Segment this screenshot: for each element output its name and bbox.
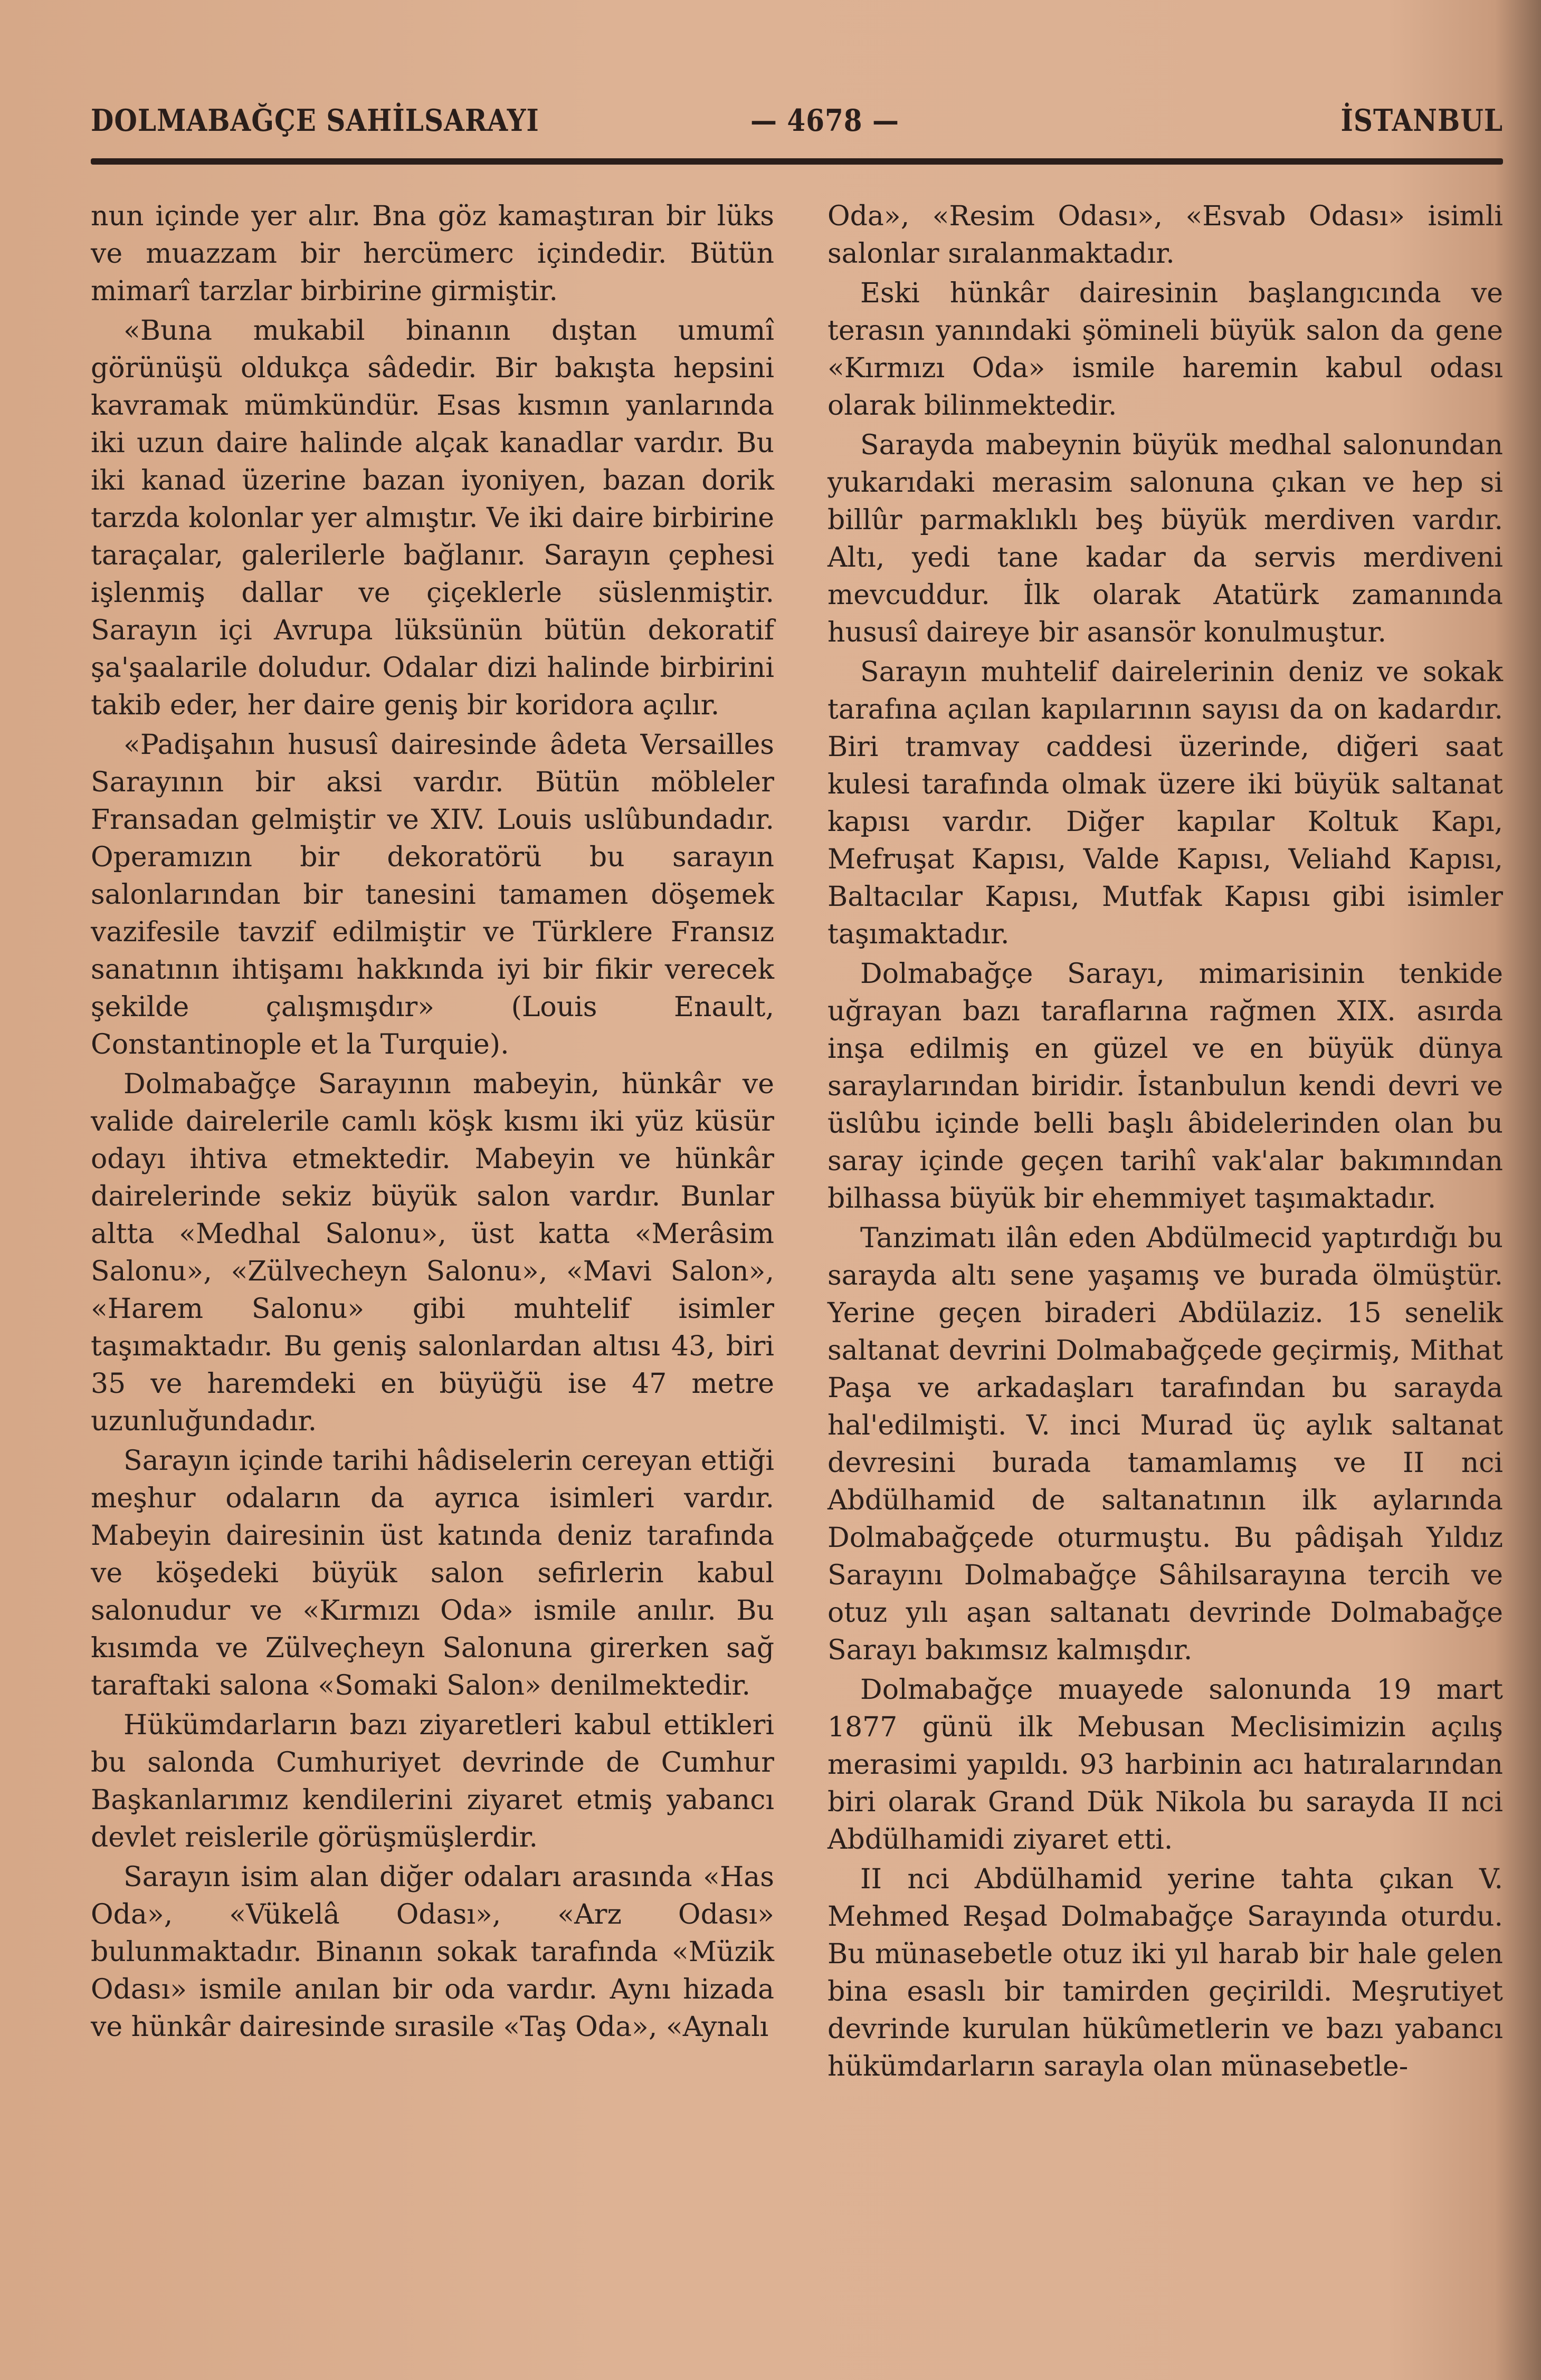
paragraph: Eski hünkâr dairesinin başlangıcında ve terasın yanındaki şömineli büyük salon da gene «Kırmızı Oda» ismile haremin kabul odası olarak bilinmektedir.: [827, 278, 1503, 422]
running-header: [91, 102, 1503, 151]
paragraph: Dolmabağçe Sarayının mabeyin, hünkâr ve valide dairelerile camlı köşk kısmı iki yüz küsür odayı ihtiva etmektedir. Mabeyin ve hünkâr dairelerinde sekiz büyük salon vardır. Bunlar altta «Medhal Salonu», üst katta «Merâsim Salonu», «Zülvecheyn Salonu», «Mavi Salon», «Harem Salonu» gibi muhtelif isimler taşımaktadır. Bu geniş salonlardan altısı 43, biri 35 ve haremdeki en büyüğü ise 47 metre uzunluğundadır.: [91, 1068, 774, 1437]
paragraph: Dolmabağçe muayede salonunda 19 mart 1877 günü ilk Mebusan Meclisimizin açılış merasimi yapıldı. 93 harbinin acı hatıralarından biri olarak Grand Dük Nikola bu sarayda II nci Abdülhamidi ziyaret etti.: [827, 1674, 1503, 1856]
paragraph: Sarayın isim alan diğer odaları arasında «Has Oda», «Vükelâ Odası», «Arz Odası» bulunmaktadır. Binanın sokak tarafında «Müzik Odası» ismile anılan bir oda vardır. Aynı hizada ve hünkâr dairesinde sırasile «Taş Oda», «Aynalı: [91, 1861, 774, 2043]
paragraph: Sarayın içinde tarihi hâdiselerin cereyan ettiği meşhur odaların da ayrıca isimleri vardır. Mabeyin dairesinin üst katında deniz tarafında ve köşedeki büyük salon sefirlerin kabul salonudur ve «Kırmızı Oda» ismile anılır. Bu kısımda ve Zülveçheyn Salonuna girerken sağ taraftaki salona «Somaki Salon» denilmektedir.: [91, 1445, 774, 1702]
paragraph: II nci Abdülhamid yerine tahta çıkan V. Mehmed Reşad Dolmabağçe Sarayında oturdu. Bu münasebetle otuz iki yıl harab bir hale gelen bina esaslı bir tamirden geçirildi. Meşrutiyet devrinde kurulan hükûmetlerin ve bazı yabancı hükümdarların sarayla olan münasebetle-: [827, 1863, 1503, 2082]
paragraph: «Buna mukabil binanın dıştan umumî görünüşü oldukça sâdedir. Bir bakışta hepsini kavramak mümkündür. Esas kısmın yanlarında iki uzun daire halinde alçak kanadlar vardır. Bu iki kanad üzerine bazan iyoniyen, bazan dorik tarzda kolonlar yer almıştır. Ve iki daire birbirine taraçalar, galerilerle bağlanır. Sarayın çephesi işlenmiş dallar ve çiçeklerle süslenmiştir. Sarayın içi Avrupa lüksünün bütün dekoratif şa'şaalarile doludur. Odalar dizi halinde birbirini takib eder, her daire geniş bir koridora açılır.: [91, 315, 774, 721]
right-column: [827, 198, 1503, 2088]
paragraph: Sarayın muhtelif dairelerinin deniz ve sokak tarafına açılan kapılarının sayısı da on kadardır. Biri tramvay caddesi üzerinde, diğeri saat kulesi tarafında olmak üzere iki büyük saltanat kapısı vardır. Diğer kapılar Koltuk Kapı, Mefruşat Kapısı, Valde Kapısı, Veliahd Kapısı, Baltacılar Kapısı, Mutfak Kapısı gibi isimler taşımaktadır.: [827, 656, 1503, 950]
header-rule: [91, 158, 1503, 165]
paragraph: Tanzimatı ilân eden Abdülmecid yaptırdığı bu sarayda altı sene yaşamış ve burada ölmüştür. Yerine geçen biraderi Abdülaziz. 15 senelik saltanat devrini Dolmabağçede geçirmiş, Mithat Paşa ve arkadaşları tarafından bu sarayda hal'edilmişti. V. inci Murad üç aylık saltanat devresini burada tamamlamış ve II nci Abdülhamid de saltanatının ilk aylarında Dolmabağçede oturmuştu. Bu pâdişah Yıldız Sarayını Dolmabağçe Sâhilsarayına tercih ve otuz yılı aşan saltanatı devrinde Dolmabağçe Sarayı bakımsız kalmışdır.: [827, 1222, 1503, 1666]
paragraph: Sarayda mabeynin büyük medhal salonundan yukarıdaki merasim salonuna çıkan ve hep si billûr parmaklıklı beş büyük merdiven vardır. Altı, yedi tane kadar da servis merdiveni mevcuddur. İlk olarak Atatürk zamanında hususî daireye bir asansör konulmuştur.: [827, 429, 1503, 648]
paragraph: Dolmabağçe Sarayı, mimarisinin tenkide uğrayan bazı taraflarına rağmen XIX. asırda inşa edilmiş en güzel ve en büyük dünya saraylarından biridir. İstanbulun kendi devri ve üslûbu içinde belli başlı âbidelerinden olan bu saray içinde geçen tarihî vak'alar bakımından bilhassa büyük bir ehemmiyet taşımaktadır.: [827, 958, 1503, 1215]
paragraph: nun içinde yer alır. Bna göz kamaştıran bir lüks ve muazzam bir hercümerc içindedir. Bütün mimarî tarzlar birbirine girmiştir.: [91, 200, 774, 307]
page-number: — 4678 —: [750, 102, 899, 138]
paragraph: Oda», «Resim Odası», «Esvab Odası» isimli salonlar sıralanmaktadır.: [827, 200, 1503, 270]
left-column: [91, 198, 774, 2048]
header-city: İSTANBUL: [1340, 102, 1503, 138]
paragraph: Hükümdarların bazı ziyaretleri kabul ettikleri bu salonda Cumhuriyet devrinde de Cumhur Başkanlarımız kendilerini ziyaret etmiş yabancı devlet reislerile görüşmüşlerdir.: [91, 1709, 774, 1853]
paragraph: «Padişahın hususî dairesinde âdeta Versailles Sarayının bir aksi vardır. Bütün möbleler Fransadan gelmiştir ve XIV. Louis uslûbundadır. Operamızın bir dekoratörü bu sarayın salonlarından bir tanesini tamamen döşemek vazifesile tavzif edilmiştir ve Türklere Fransız sanatının ihtişamı hakkında iyi bir fikir verecek şekilde çalışmışdır» (Louis Enault, Constantinople et la Turquie).: [91, 729, 774, 1060]
header-section-title: DOLMABAĞÇE SAHİLSARAYI: [91, 102, 539, 138]
